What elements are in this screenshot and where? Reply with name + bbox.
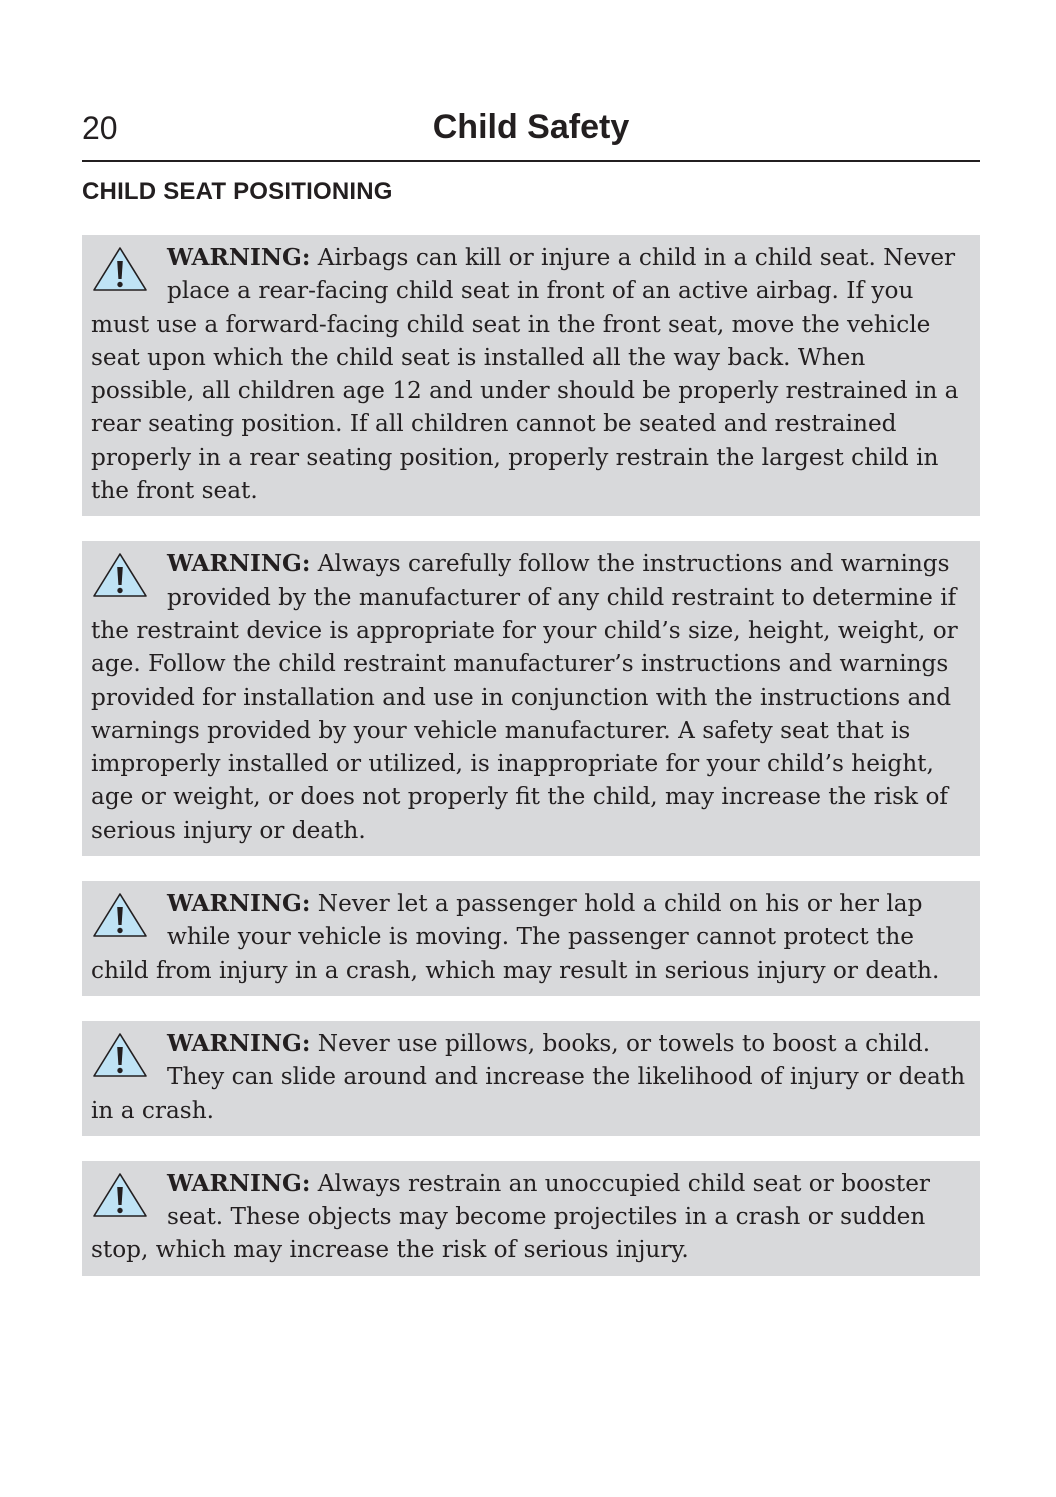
warning-triangle-icon bbox=[91, 245, 149, 293]
warning-triangle-icon bbox=[91, 891, 149, 939]
warning-body: Airbags can kill or injure a child in a child seat. Never place a rear-facing child seat in front of an active airbag. If you must use a forward-facing child seat in the front seat, move the vehicle seat upon which the child seat is installed all the way back. When possible, all children age 12 and under should be properly restrained in a rear seating position. If all children cannot be seated and restrained properly in a rear seating position, properly restrain the largest child in the front seat. bbox=[91, 244, 959, 505]
warnings-list bbox=[82, 235, 980, 1301]
warning-text bbox=[91, 241, 972, 507]
warning-text bbox=[91, 1027, 972, 1127]
warning-text bbox=[91, 887, 972, 987]
page-header bbox=[82, 104, 980, 162]
warning-label: WARNING: bbox=[167, 550, 311, 578]
section-heading: CHILD SEAT POSITIONING bbox=[82, 178, 393, 205]
warning-box bbox=[82, 881, 980, 996]
warning-label: WARNING: bbox=[167, 1169, 311, 1197]
warning-label: WARNING: bbox=[167, 244, 311, 271]
warning-body: Always carefully follow the instructions and warnings provided by the manufacturer of any child restraint to determine if the restraint device is appropriate for your child’s size, height, weight, or age. Follow the child restraint manufacturer’s instructions and warnings provided for installation and use in conjunction with the instructions and warnings provided by your vehicle manufacturer. A safety seat that is improperly installed or utilized, is inappropriate for your child’s height, age or weight, or does not properly fit the child, may increase the risk of serious injury or death. bbox=[91, 550, 958, 844]
warning-body: Never let a passenger hold a child on his or her lap while your vehicle is moving. The passenger cannot protect the child from injury in a crash, which may result in serious injury or death. bbox=[91, 890, 940, 984]
warning-box bbox=[82, 1021, 980, 1136]
warning-body: Always restrain an unoccupied child seat or booster seat. These objects may become projectiles in a crash or sudden stop, which may increase the risk of serious injury. bbox=[91, 1169, 931, 1264]
warning-box bbox=[82, 541, 980, 856]
warning-text bbox=[91, 547, 972, 847]
warning-triangle-icon bbox=[91, 1031, 149, 1079]
warning-triangle-icon bbox=[91, 1171, 149, 1219]
chapter-title: Child Safety bbox=[432, 108, 630, 146]
warning-box bbox=[82, 235, 980, 516]
warning-body: Never use pillows, books, or towels to boost a child. They can slide around and increase the likelihood of injury or death in a crash. bbox=[91, 1029, 966, 1124]
warning-label: WARNING: bbox=[167, 1029, 311, 1057]
warning-label: WARNING: bbox=[167, 890, 311, 918]
warning-text bbox=[91, 1167, 972, 1267]
warning-box bbox=[82, 1161, 980, 1276]
warning-triangle-icon bbox=[91, 551, 149, 599]
page-number: 20 bbox=[82, 110, 118, 146]
